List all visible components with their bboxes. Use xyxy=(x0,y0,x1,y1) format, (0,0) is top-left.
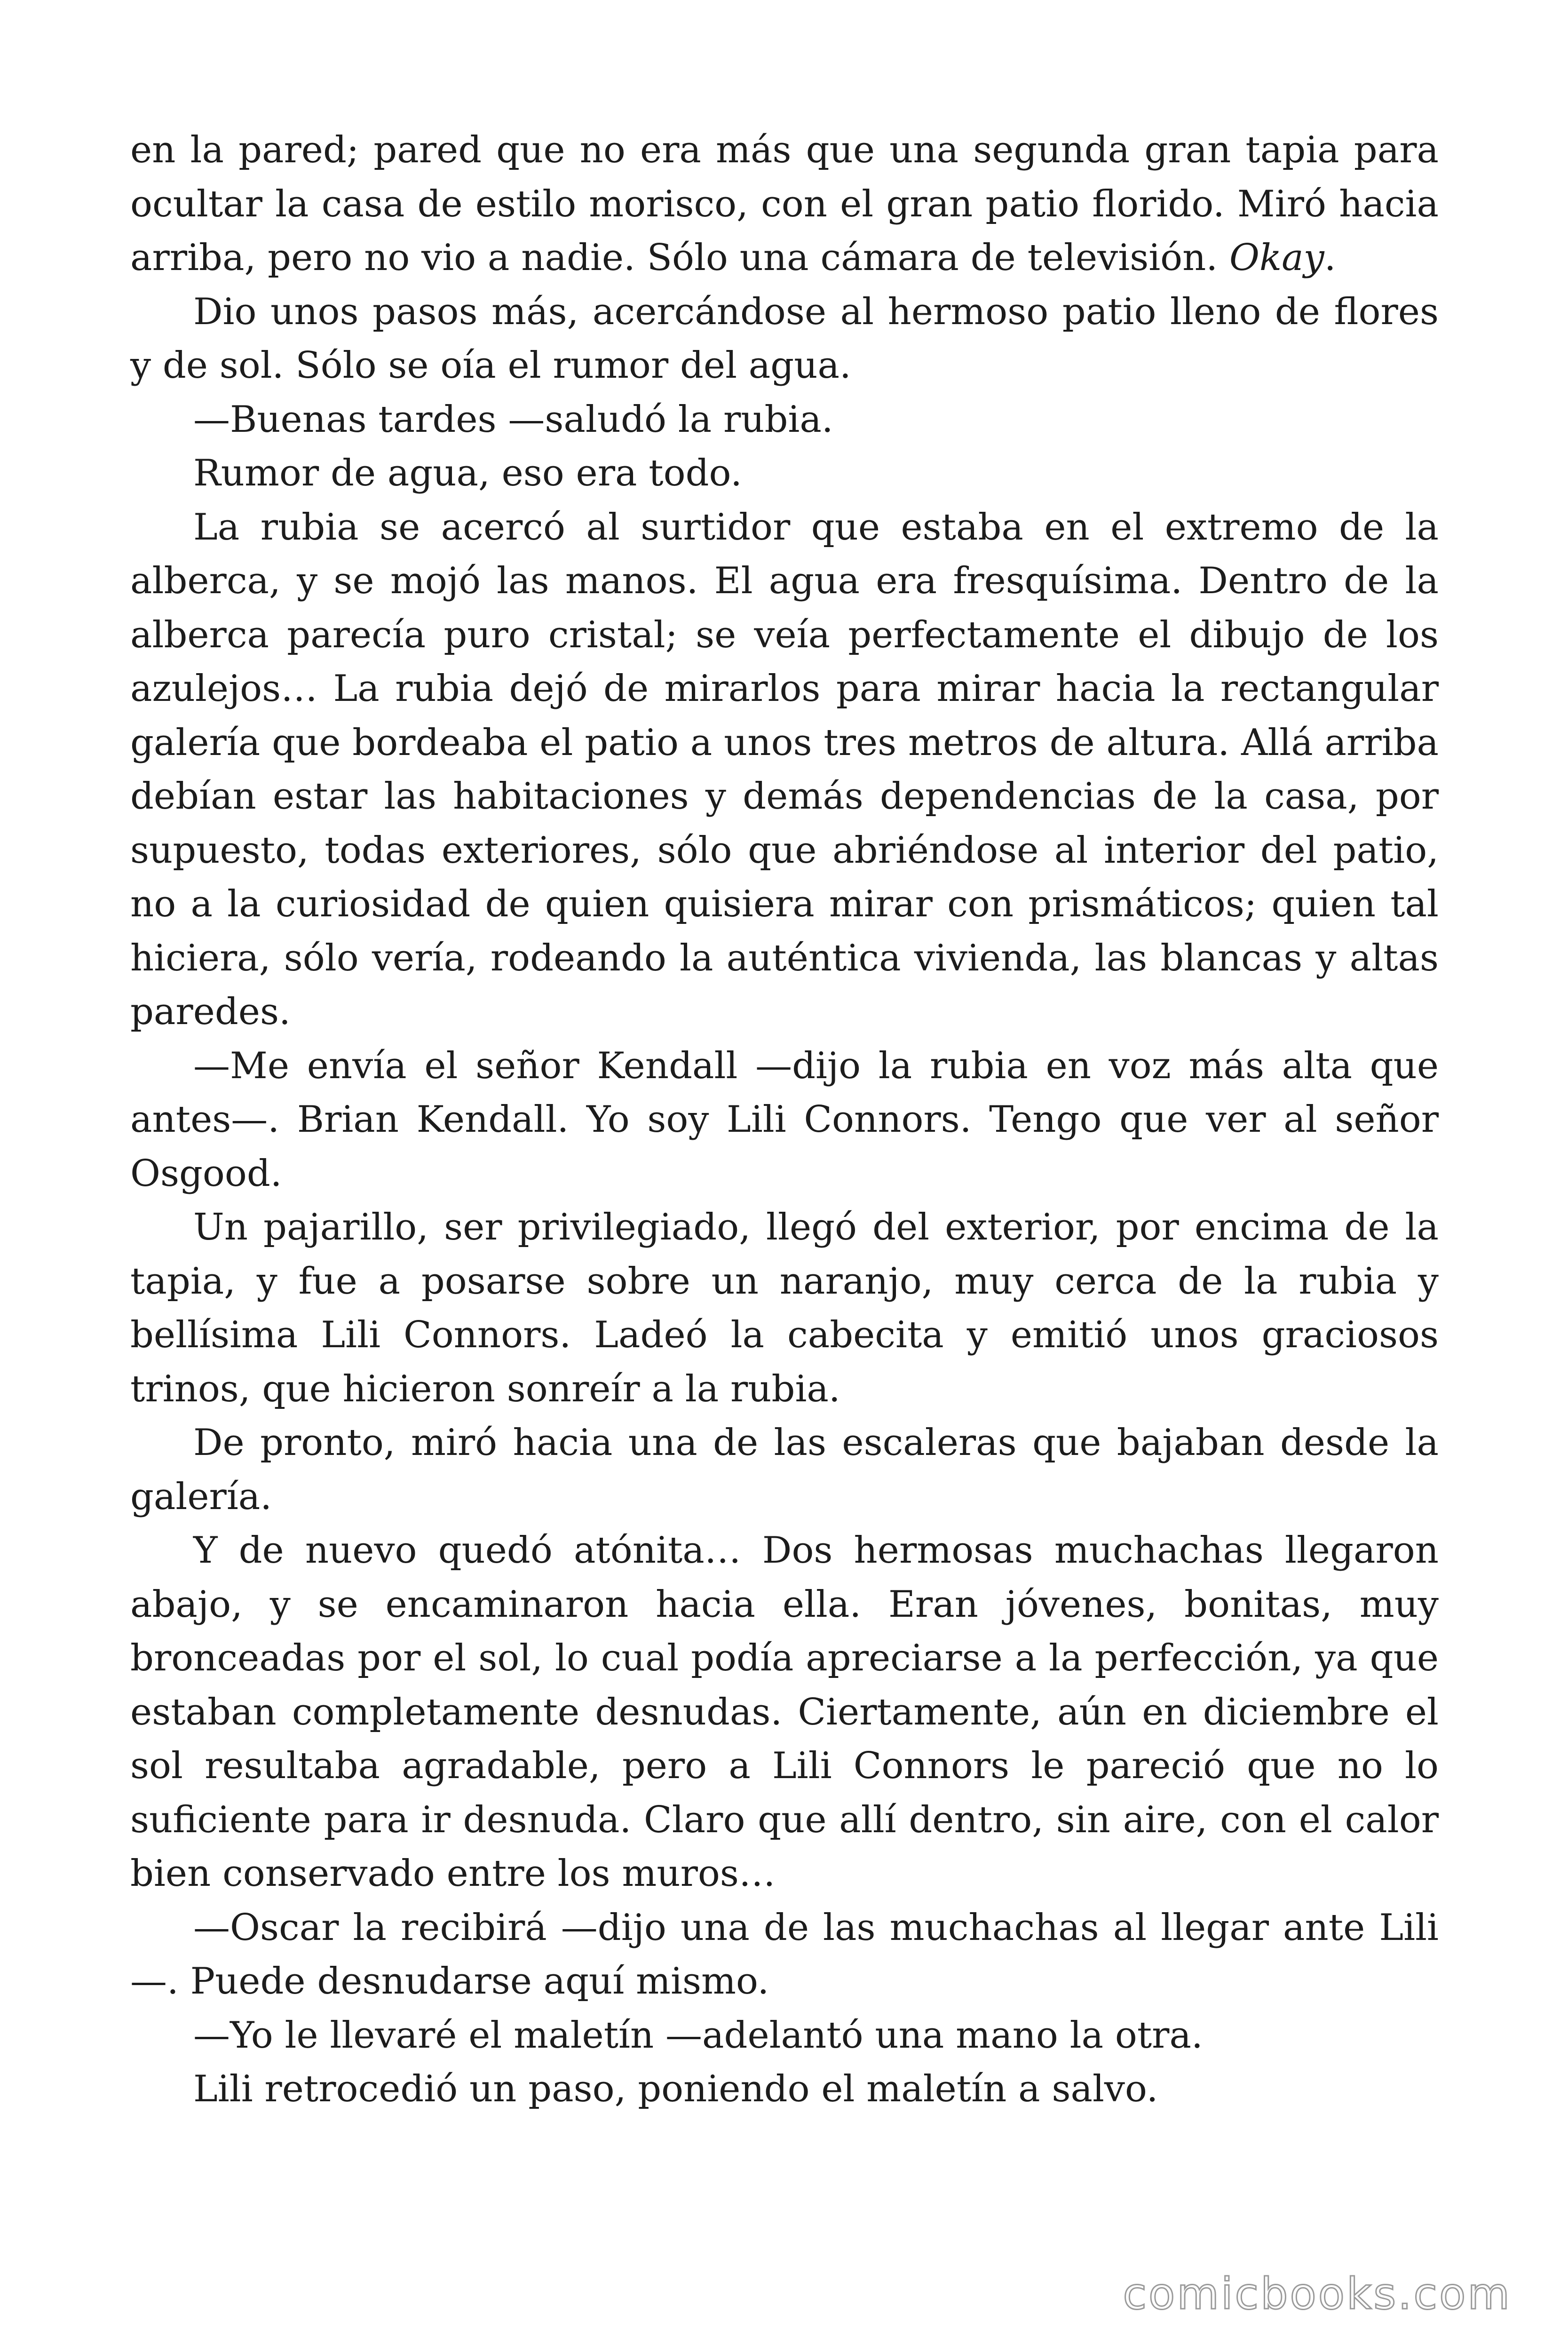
dialogue-line: —Me envía el señor Kendall —dijo la rubia en voz más alta que antes—. Brian Kendall. Yo soy Lili Connors. Tengo que ver al señor Osgood. xyxy=(130,1044,1439,1195)
dialogue-line: —Yo le llevaré el maletín —adelantó una mano la otra. xyxy=(193,2014,1203,2057)
book-page-text xyxy=(130,123,1439,2116)
paragraph: Lili retrocedió un paso, poniendo el maletín a salvo. xyxy=(193,2068,1158,2110)
paragraph: Rumor de agua, eso era todo. xyxy=(193,452,742,494)
dialogue-line: —Buenas tardes —saludó la rubia. xyxy=(193,398,833,441)
paragraph-text: en la pared; pared que no era más que una segunda gran tapia para ocultar la casa de estilo morisco, con el gran patio florido. Miró hacia arriba, pero no vio a nadie. Sólo una cámara de televisión. xyxy=(130,129,1439,279)
watermark: comicbooks.com xyxy=(1123,2269,1512,2319)
paragraph xyxy=(130,123,1439,285)
paragraph: Dio unos pasos más, acercándose al hermoso patio lleno de flores y de sol. Sólo se oía el rumor del agua. xyxy=(130,290,1439,387)
paragraph: Y de nuevo quedó atónita… Dos hermosas muchachas llegaron abajo, y se encaminaron hacia ella. Eran jóvenes, bonitas, muy bronceadas por el sol, lo cual podía apreciarse a la perfección, ya que estaban completamente desnudas. Ciertamente, aún en diciembre el sol resultaba agradable, pero a Lili Connors le pareció que no lo suficiente para ir desnuda. Claro que allí dentro, sin aire, con el calor bien conservado entre los muros… xyxy=(130,1529,1439,1895)
paragraph: Un pajarillo, ser privilegiado, llegó del exterior, por encima de la tapia, y fue a posarse sobre un naranjo, muy cerca de la rubia y bellísima Lili Connors. Ladeó la cabecita y emitió unos graciosos trinos, que hicieron sonreír a la rubia. xyxy=(130,1206,1439,1410)
italic-word: Okay xyxy=(1229,237,1324,279)
paragraph-end: . xyxy=(1324,237,1336,279)
dialogue-line: —Oscar la recibirá —dijo una de las muchachas al llegar ante Lili—. Puede desnudarse aquí mismo. xyxy=(130,1906,1439,2002)
paragraph: La rubia se acercó al surtidor que estaba en el extremo de la alberca, y se mojó las manos. El agua era fresquísima. Dentro de la alberca parecía puro cristal; se veía perfectamente el dibujo de los azulejos… La rubia dejó de mirarlos para mirar hacia la rectangular galería que bordeaba el patio a unos tres metros de altura. Allá arriba debían estar las habitaciones y demás dependencias de la casa, por supuesto, todas exteriores, sólo que abriéndose al interior del patio, no a la curiosidad de quien quisiera mirar con prismáticos; quien tal hiciera, sólo vería, rodeando la auténtica vivienda, las blancas y altas paredes. xyxy=(130,506,1439,1033)
paragraph: De pronto, miró hacia una de las escaleras que bajaban desde la galería. xyxy=(130,1422,1439,1518)
